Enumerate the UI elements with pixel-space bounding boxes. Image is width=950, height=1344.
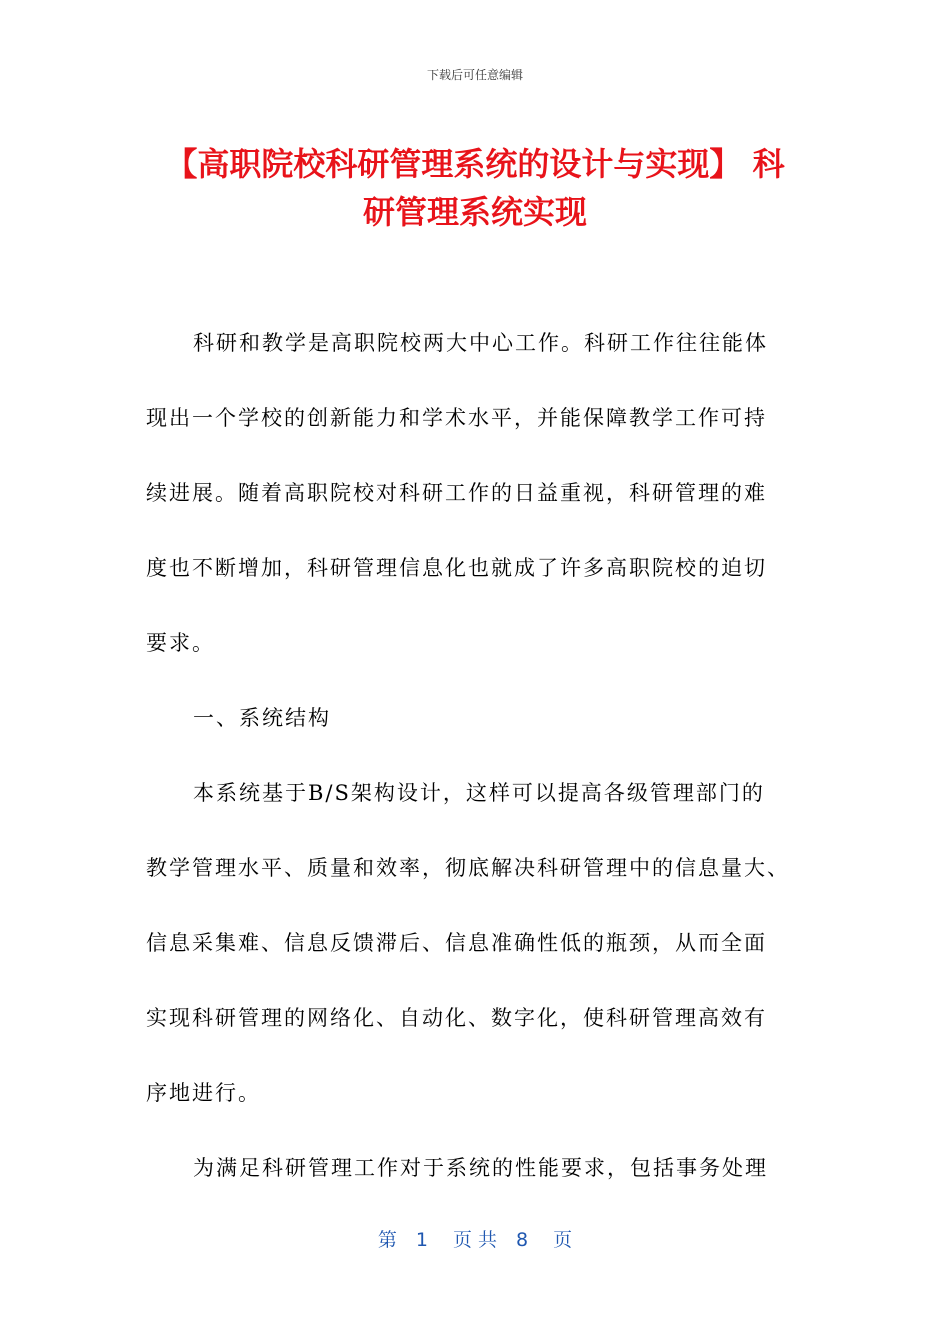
document-title xyxy=(145,140,805,236)
paragraph-line: 本系统基于B/S架构设计，这样可以提高各级管理部门的 xyxy=(193,781,765,805)
paragraph-line: 续进展。随着高职院校对科研工作的日益重视，科研管理的难 xyxy=(146,481,767,505)
page-number-footer: 第 1 页 共 8 页 xyxy=(377,1229,573,1251)
paragraph-line: 要求。 xyxy=(146,631,215,655)
document-title-line: 【高职院校科研管理系统的设计与实现】 科 xyxy=(165,145,785,183)
paragraph-line: 序地进行。 xyxy=(146,1081,261,1105)
paragraph-line: 教学管理水平、质量和效率，彻底解决科研管理中的信息量大、 xyxy=(146,856,790,880)
page-header-note: 下载后可任意编辑 xyxy=(426,68,523,82)
paragraph-line: 为满足科研管理工作对于系统的性能要求，包括事务处理 xyxy=(193,1156,768,1180)
paragraph-line: 度也不断增加，科研管理信息化也就成了许多高职院校的迫切 xyxy=(146,556,767,580)
document-title-line: 研管理系统实现 xyxy=(362,193,587,231)
paragraph-line: 现出一个学校的创新能力和学术水平，并能保障教学工作可持 xyxy=(146,406,767,430)
paragraph-line: 科研和教学是高职院校两大中心工作。科研工作往往能体 xyxy=(193,331,768,355)
paragraph-line: 信息采集难、信息反馈滞后、信息准确性低的瓶颈，从而全面 xyxy=(146,931,767,955)
document-body xyxy=(146,318,806,1218)
section-heading: 一、系统结构 xyxy=(193,706,331,730)
paragraph-line: 实现科研管理的网络化、自动化、数字化，使科研管理高效有 xyxy=(146,1006,767,1030)
